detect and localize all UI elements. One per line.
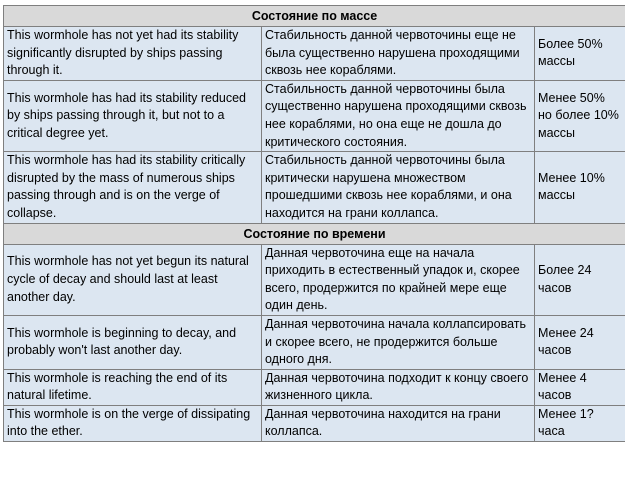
remaining-amount: Более 50% массы (535, 27, 626, 81)
remaining-amount: Менее 10% массы (535, 152, 626, 223)
table-row (4, 80, 626, 151)
russian-description: Данная червоточина находится на грани коллапса. (262, 405, 535, 441)
table-row (4, 369, 626, 405)
remaining-amount: Менее 1? часа (535, 405, 626, 441)
table-row (4, 244, 626, 315)
table-row (4, 152, 626, 223)
remaining-amount: Менее 24 часов (535, 315, 626, 369)
russian-description: Данная червоточина начала коллапсировать и скорее всего, не продержится больше одного дня. (262, 315, 535, 369)
english-description: This wormhole is reaching the end of its natural lifetime. (4, 369, 262, 405)
section-title: Состояние по времени (4, 223, 626, 244)
russian-description: Стабильность данной червоточины была критически нарушена множеством прошедшими сквозь нее кораблями, и она находится на грани коллапса. (262, 152, 535, 223)
russian-description: Данная червоточина подходит к концу своего жизненного цикла. (262, 369, 535, 405)
section-header-time (4, 223, 626, 244)
russian-description: Стабильность данной червоточины еще не была существенно нарушена проходящими сквозь нее кораблями. (262, 27, 535, 81)
english-description: This wormhole has had its stability critically disrupted by the mass of numerous ships passing through and is on the verge of collapse. (4, 152, 262, 223)
section-header-mass (4, 6, 626, 27)
english-description: This wormhole has not yet had its stability significantly disrupted by ships passing through it. (4, 27, 262, 81)
english-description: This wormhole has had its stability reduced by ships passing through it, but not to a critical degree yet. (4, 80, 262, 151)
remaining-amount: Более 24 часов (535, 244, 626, 315)
wormhole-status-table (3, 5, 626, 442)
russian-description: Стабильность данной червоточины была существенно нарушена проходящими сквозь нее кораблями, но она еще не дошла до критического состояния. (262, 80, 535, 151)
english-description: This wormhole has not yet begun its natural cycle of decay and should last at least another day. (4, 244, 262, 315)
remaining-amount: Менее 4 часов (535, 369, 626, 405)
table-row (4, 405, 626, 441)
russian-description: Данная червоточина еще на начала приходить в естественный упадок и, скорее всего, продержится по крайней мере еще один день. (262, 244, 535, 315)
remaining-amount: Менее 50% но более 10% массы (535, 80, 626, 151)
english-description: This wormhole is beginning to decay, and probably won't last another day. (4, 315, 262, 369)
table-row (4, 27, 626, 81)
section-title: Состояние по массе (4, 6, 626, 27)
english-description: This wormhole is on the verge of dissipating into the ether. (4, 405, 262, 441)
table-row (4, 315, 626, 369)
